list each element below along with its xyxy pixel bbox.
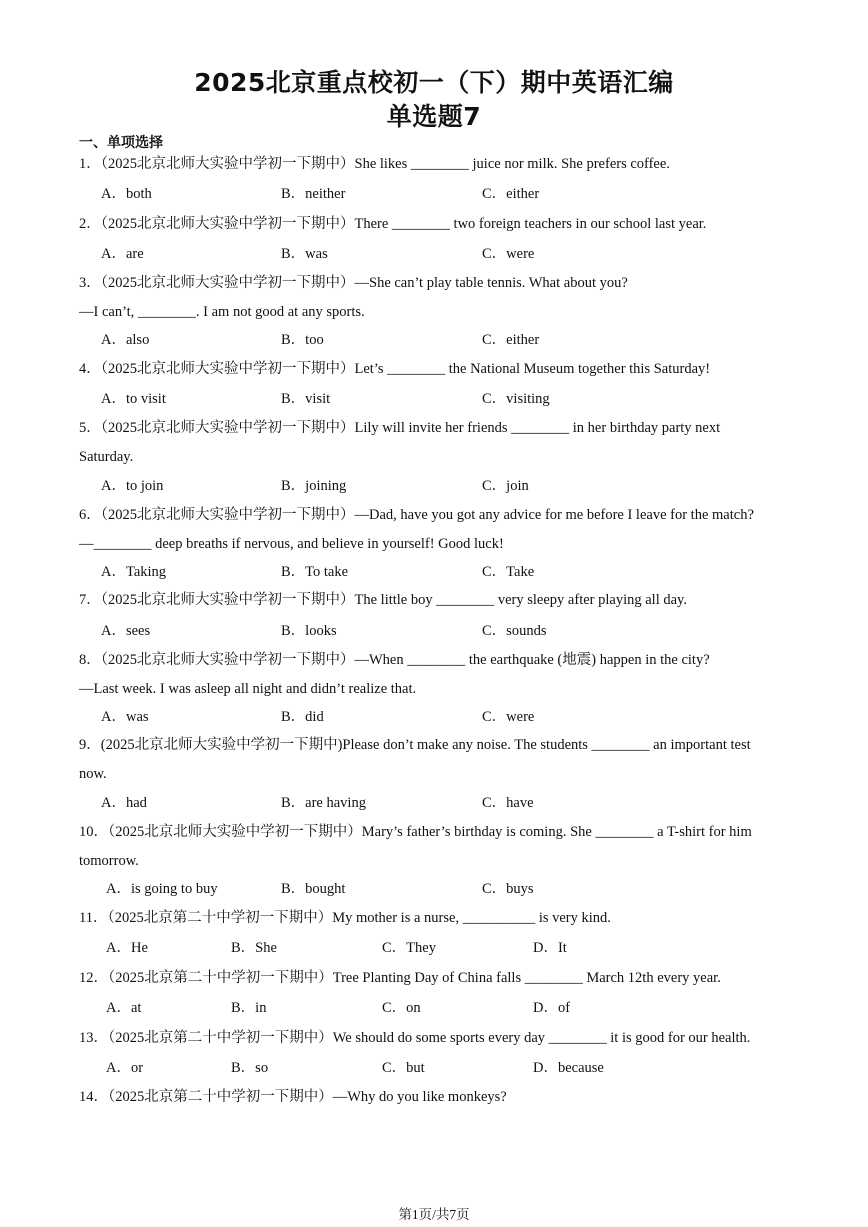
option-b[interactable]: B．She — [231, 940, 277, 956]
question-text-line: 9．(2025北京北师大实验中学初一下期中)Please don’t make any noise. The students ________ an important test — [79, 737, 751, 753]
option-c[interactable]: C．visiting — [482, 391, 550, 407]
question-14 — [79, 1083, 791, 1112]
question-text-line: 13．（2025北京第二十中学初一下期中）We should do some sports every day ________ it is good for our health. — [79, 1030, 751, 1046]
question-text-line: 1．（2025北京北师大实验中学初一下期中）She likes ________ juice nor milk. She prefers coffee. — [79, 156, 670, 172]
question-text-line: 6．（2025北京北师大实验中学初一下期中）—Dad, have you got any advice for me before I leave for the match? — [79, 507, 754, 523]
option-b[interactable]: B．was — [281, 246, 328, 262]
question-text-line: —I can’t, ________. I am not good at any sports. — [79, 304, 365, 320]
option-a[interactable]: A．is going to buy — [106, 881, 218, 897]
question-1 — [79, 150, 791, 179]
option-a[interactable]: A．are — [101, 246, 144, 262]
option-d[interactable]: D．It — [533, 940, 567, 956]
option-d[interactable]: D．of — [533, 1000, 571, 1016]
question-text-line: 4．（2025北京北师大实验中学初一下期中）Let’s ________ the National Museum together this Saturday! — [79, 361, 711, 377]
question-text-line: tomorrow. — [79, 853, 139, 869]
question-5 — [79, 414, 791, 472]
option-c[interactable]: C．either — [482, 332, 540, 348]
option-a[interactable]: A．to join — [101, 478, 164, 494]
option-a[interactable]: A．had — [101, 795, 147, 811]
option-c[interactable]: C．buys — [482, 881, 534, 897]
section-heading: 一、单项选择 — [79, 135, 163, 151]
option-c[interactable]: C．sounds — [482, 623, 547, 639]
question-11 — [79, 904, 791, 933]
question-text-line: 14．（2025北京第二十中学初一下期中）—Why do you like monkeys? — [79, 1089, 507, 1105]
option-b[interactable]: B．so — [231, 1060, 269, 1076]
question-3 — [79, 269, 791, 327]
option-c[interactable]: C．They — [382, 940, 436, 956]
option-b[interactable]: B．did — [281, 709, 324, 725]
option-a[interactable]: A．to visit — [101, 391, 166, 407]
question-text-line: 2．（2025北京北师大实验中学初一下期中）There ________ two foreign teachers in our school last year. — [79, 216, 707, 232]
question-text-line: 3．（2025北京北师大实验中学初一下期中）—She can’t play table tennis. What about you? — [79, 275, 628, 291]
option-a[interactable]: A．both — [101, 186, 152, 202]
question-2 — [79, 210, 791, 239]
question-text-line: —________ deep breaths if nervous, and believe in yourself! Good luck! — [79, 536, 504, 552]
option-c[interactable]: C．were — [482, 709, 535, 725]
option-a[interactable]: A．also — [101, 332, 150, 348]
option-b[interactable]: B．looks — [281, 623, 337, 639]
question-text-line: —Last week. I was asleep all night and didn’t realize that. — [79, 681, 417, 697]
option-a[interactable]: A．was — [101, 709, 149, 725]
option-a[interactable]: A．He — [106, 940, 148, 956]
option-a[interactable]: A．or — [106, 1060, 144, 1076]
question-text-line: Saturday. — [79, 449, 134, 465]
question-6 — [79, 501, 791, 559]
question-text-line: 11．（2025北京第二十中学初一下期中）My mother is a nurse, __________ is very kind. — [79, 910, 611, 926]
option-b[interactable]: B．are having — [281, 795, 366, 811]
option-d[interactable]: D．because — [533, 1060, 604, 1076]
question-text-line: 12．（2025北京第二十中学初一下期中）Tree Planting Day of China falls ________ March 12th every year. — [79, 970, 721, 986]
question-12 — [79, 964, 791, 993]
option-c[interactable]: C．Take — [482, 564, 535, 580]
page-footer: 第1页/共7页 — [398, 1207, 470, 1222]
option-b[interactable]: B．To take — [281, 564, 349, 580]
option-c[interactable]: C．were — [482, 246, 535, 262]
question-text-line: 5．（2025北京北师大实验中学初一下期中）Lily will invite her friends ________ in her birthday party next — [79, 420, 721, 436]
option-b[interactable]: B．joining — [281, 478, 347, 494]
option-b[interactable]: B．neither — [281, 186, 346, 202]
question-text-line: now. — [79, 766, 107, 782]
question-4 — [79, 355, 791, 384]
option-b[interactable]: B．too — [281, 332, 324, 348]
document-subtitle: 单选题7 — [386, 102, 482, 131]
option-b[interactable]: B．visit — [281, 391, 331, 407]
question-text-line: 8．（2025北京北师大实验中学初一下期中）—When ________ the earthquake (地震) happen in the city? — [79, 652, 710, 668]
option-b[interactable]: B．in — [231, 1000, 267, 1016]
question-text-line: 7．（2025北京北师大实验中学初一下期中）The little boy ________ very sleepy after playing all day. — [79, 592, 687, 608]
option-c[interactable]: C．on — [382, 1000, 421, 1016]
question-text-line: 10．（2025北京北师大实验中学初一下期中）Mary’s father’s birthday is coming. She ________ a T-shirt for him — [79, 824, 752, 840]
option-c[interactable]: C．have — [482, 795, 534, 811]
option-b[interactable]: B．bought — [281, 881, 346, 897]
question-8 — [79, 646, 791, 704]
question-9 — [79, 731, 791, 789]
question-10 — [79, 818, 791, 876]
option-a[interactable]: A．sees — [101, 623, 151, 639]
option-a[interactable]: A．Taking — [101, 564, 167, 580]
question-7 — [79, 586, 791, 615]
option-c[interactable]: C．but — [382, 1060, 425, 1076]
document-title: 2025北京重点校初一（下）期中英语汇编 — [194, 68, 674, 97]
option-c[interactable]: C．either — [482, 186, 540, 202]
question-13 — [79, 1024, 791, 1053]
option-c[interactable]: C．join — [482, 478, 529, 494]
option-a[interactable]: A．at — [106, 1000, 142, 1016]
